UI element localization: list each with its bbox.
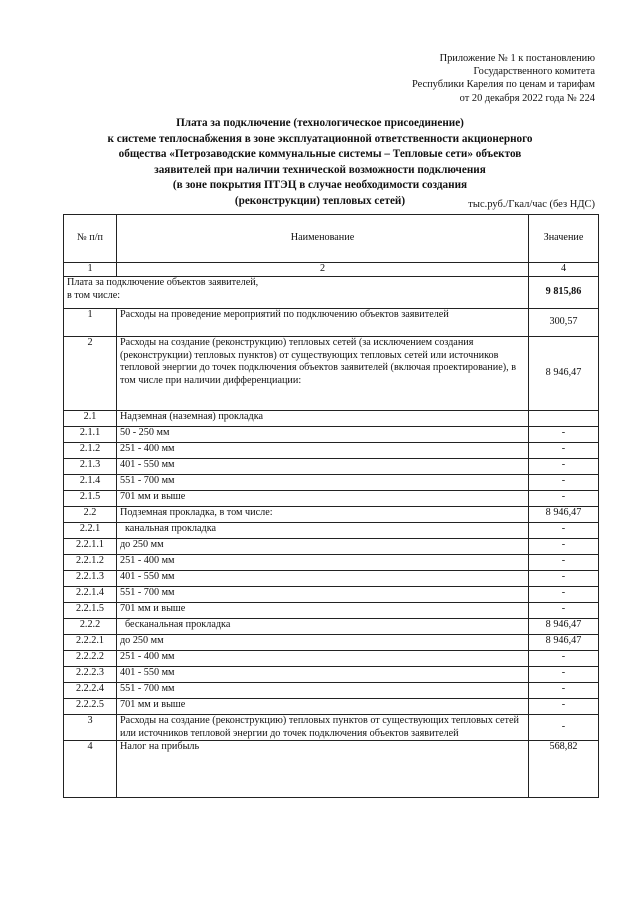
table-row [64,587,599,603]
header-row [64,215,599,263]
table-row [64,539,599,555]
row-value: - [529,715,599,741]
table-row [64,337,599,411]
row-num: 2.2.2.2 [64,651,117,667]
row-num: 2.1.5 [64,491,117,507]
total-value: 9 815,86 [529,277,599,309]
colnum-2: 2 [117,263,529,277]
title-line-4: заявителей при наличии технической возможности подключения [154,163,486,176]
row-name: бесканальная прокладка [117,619,529,635]
table-row [64,619,599,635]
table-row [64,427,599,443]
row-name: 50 - 250 мм [117,427,529,443]
table-row [64,475,599,491]
row-name: 251 - 400 мм [117,555,529,571]
row-num: 2.2.2 [64,619,117,635]
table-row [64,651,599,667]
appendix-line-2: Государственного комитета [473,66,595,78]
row-value: - [529,427,599,443]
row-num: 2.1 [64,411,117,427]
row-name: 551 - 700 мм [117,475,529,491]
row-value: 8 946,47 [529,619,599,635]
header-value: Значение [529,215,599,263]
table-row [64,411,599,427]
row-num: 2.2.1.4 [64,587,117,603]
row-num: 2.2.2.1 [64,635,117,651]
total-name-line-1: Плата за подключение объектов заявителей, [67,277,259,288]
table-row [64,523,599,539]
row-name: Расходы на создание (реконструкцию) тепловых сетей (за исключением создания (реконструкции) тепловых пунктов) от существующих тепловых сетей или источников тепловой энергии до точек подключения объектов заявителей (включая проектирование), в том числе при наличии дифференциации: [117,337,529,411]
row-num: 1 [64,309,117,337]
appendix-line-1: Приложение № 1 к постановлению [439,53,595,64]
appendix-line-4: от 20 декабря 2022 года № 224 [459,92,595,104]
row-value: - [529,459,599,475]
document-title [90,116,550,209]
row-num: 3 [64,715,117,741]
row-value: - [529,491,599,507]
title-line-5: (в зоне покрытия ПТЭЦ в случае необходимости создания [172,179,468,191]
row-name: 551 - 700 мм [117,587,529,603]
title-line-3: общества «Петрозаводские коммунальные системы – Тепловые сети» объектов [118,148,522,160]
row-name: канальная прокладка [117,523,529,539]
row-value: - [529,587,599,603]
row-value: - [529,603,599,619]
row-num: 2.2 [64,507,117,523]
row-num: 2.2.1 [64,523,117,539]
row-name: Подземная прокладка, в том числе: [117,507,529,523]
row-value: - [529,651,599,667]
row-name: Надземная (наземная) прокладка [117,411,529,427]
row-value [529,411,599,427]
row-num: 2.2.1.1 [64,539,117,555]
row-name: 701 мм и выше [117,603,529,619]
row-num: 2.2.1.2 [64,555,117,571]
row-value: - [529,523,599,539]
row-name: 251 - 400 мм [117,651,529,667]
colnum-1: 1 [64,263,117,277]
row-name: 401 - 550 мм [117,459,529,475]
row-value: - [529,555,599,571]
row-value: 300,57 [529,309,599,337]
appendix-header [412,52,595,105]
row-num: 2.2.2.5 [64,699,117,715]
row-name: 401 - 550 мм [117,667,529,683]
table-row [64,571,599,587]
total-name [64,277,529,309]
row-name: 701 мм и выше [117,491,529,507]
table-row [64,741,599,798]
row-name: 251 - 400 мм [117,443,529,459]
table-row [64,667,599,683]
table-row [64,635,599,651]
column-number-row [64,263,599,277]
title-line-2: к системе теплоснабжения в зоне эксплуатационной ответственности акционерного [107,132,533,145]
row-num: 2.2.1.3 [64,571,117,587]
row-name: 401 - 550 мм [117,571,529,587]
row-name: Расходы на проведение мероприятий по подключению объектов заявителей [117,309,529,337]
row-name: Налог на прибыль [117,741,529,798]
table-row [64,555,599,571]
fee-table [63,214,599,798]
row-value: - [529,667,599,683]
row-name: до 250 мм [117,635,529,651]
row-value: - [529,539,599,555]
total-row [64,277,599,309]
row-num: 2.2.2.4 [64,683,117,699]
row-value: - [529,443,599,459]
row-num: 2.2.2.3 [64,667,117,683]
row-value: - [529,571,599,587]
row-name: Расходы на создание (реконструкцию) тепловых пунктов от существующих тепловых сетей или источников тепловой энергии до точек подключения объектов заявителей [117,715,529,741]
title-line-1: Плата за подключение (технологическое присоединение) [176,117,464,129]
row-name: 701 мм и выше [117,699,529,715]
row-name: 551 - 700 мм [117,683,529,699]
row-value: - [529,699,599,715]
table-row [64,507,599,523]
table-row [64,683,599,699]
colnum-4: 4 [529,263,599,277]
row-value: - [529,475,599,491]
row-name: до 250 мм [117,539,529,555]
row-num: 2.1.1 [64,427,117,443]
row-value: 568,82 [529,741,599,798]
header-num: № п/п [64,215,117,263]
table-row [64,309,599,337]
table-row [64,443,599,459]
table-body [64,309,599,798]
table-row [64,603,599,619]
row-value: 8 946,47 [529,337,599,411]
row-num: 2 [64,337,117,411]
header-name: Наименование [117,215,529,263]
table-row [64,459,599,475]
row-value: 8 946,47 [529,635,599,651]
units-label: тыс.руб./Гкал/час (без НДС) [468,199,595,210]
row-num: 4 [64,741,117,798]
total-name-line-2: в том числе: [67,289,121,301]
table-row [64,491,599,507]
title-line-6: (реконструкции) тепловых сетей) [234,194,406,207]
table-row [64,699,599,715]
row-num: 2.1.4 [64,475,117,491]
appendix-line-3: Республики Карелия по ценам и тарифам [411,79,595,91]
row-num: 2.1.2 [64,443,117,459]
row-num: 2.2.1.5 [64,603,117,619]
row-value: 8 946,47 [529,507,599,523]
table-row [64,715,599,741]
row-num: 2.1.3 [64,459,117,475]
row-value: - [529,683,599,699]
